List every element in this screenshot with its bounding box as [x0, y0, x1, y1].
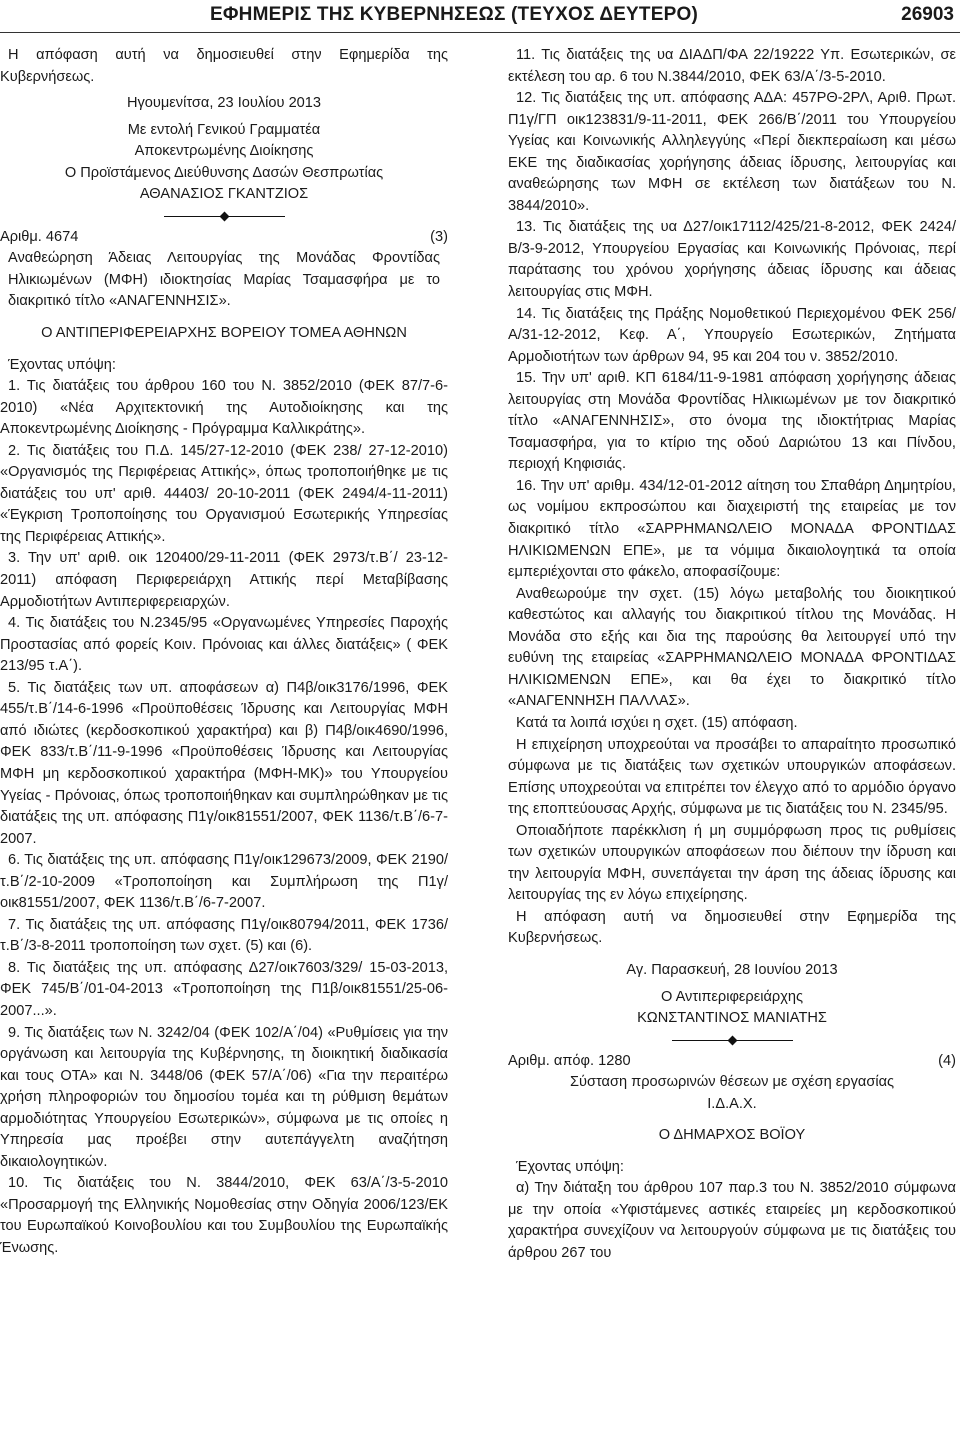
having-regard: Έχοντας υπόψη: [516, 1158, 624, 1175]
remainder-paragraph: Κατά τα λοιπά ισχύει η σχετ. (15) απόφαση. [516, 714, 798, 731]
decision-number: Αριθμ. 4674 [0, 228, 79, 245]
publication-order: Η απόφαση αυτή να δημοσιευθεί στην Εφημερίδα της Κυβερνήσεως. [0, 47, 448, 85]
decision-title: Σύσταση προσωρινών θέσεων με σχέση εργασίας Ι.Δ.Α.Χ. [569, 1074, 895, 1112]
right-column [508, 45, 956, 1265]
having-regard: Έχοντας υπόψη: [8, 356, 116, 373]
signature-role: Ο Αντιπεριφερειάρχης [660, 988, 804, 1005]
signature-place-date: Ηγουμενίτσα, 23 Ιουλίου 2013 [126, 95, 322, 112]
diamond-icon [219, 211, 229, 221]
gazette-title: ΕΦΗΜΕΡΙΣ ΤΗΣ ΚΥΒΕΡΝΗΣΕΩΣ (ΤΕΥΧΟΣ ΔΕΥΤΕΡΟ) [210, 4, 698, 25]
decision-index: (4) [938, 1052, 956, 1069]
list-item: 12. Τις διατάξεις της υπ. απόφασης ΑΔΑ: 457ΡΘ-2ΡΛ, Αριθ. Πρωτ. Π1γ/ΓΠ οικ123831/9-11-2011, ΦΕΚ 266/Β΄/2011 του Υπουργείου Υγείας και Κοινωνικής Αλληλεγγύης «Περί διεκπεραίωση και μέσω ΕΚΕ της διαδικασίας χορήγησης άδειας ίδρυσης, λειτουργίας και αναθεώρησης των ΜΦΗ σε εκτέλεση των διατάξεων του Ν. 3844/2010». [508, 90, 956, 214]
list-item: 3. Την υπ' αριθ. οικ 120400/29-11-2011 (ΦΕΚ 2973/τ.Β΄/ 23-12-2011) απόφαση Περιφερειάρχη Αττικής περί Μεταβίβασης Αρμοδιοτήτων Αντιπεριφερειαρχών. [0, 550, 448, 610]
page-header [0, 0, 960, 30]
list-item: 6. Τις διατάξεις της υπ. απόφασης Π1γ/οικ129673/2009, ΦΕΚ 2190/τ.Β΄/2-10-2009 «Τροποποίηση και Συμπλήρωση της Π1γ/οικ81551/2007, ΦΕΚ 1136/τ.Β΄/6-7-2007. [0, 852, 448, 912]
list-item: 15. Την υπ' αριθ. ΚΠ 6184/11-9-1981 απόφαση χορήγησης άδειας λειτουργίας στη Μονάδα Φροντίδας Ηλικιωμένων με τον διακριτικό τίτλο «ΑΝΑΓΕΝΝΗΣΙΣ», στο όνομα της ιδιοκτήτριας Μαρίας Τσαμασφήρα, για το κτίριο της οδού Δαριώτου 13 και Πίνδου, περιοχή Κηφισιάς. [508, 370, 956, 473]
list-item: 10. Τις διατάξεις του Ν. 3844/2010, ΦΕΚ 63/Α΄/3-5-2010 «Προσαρμογή της Ελληνικής Νομοθεσίας στην Οδηγία 2006/123/ΕΚ του Ευρωπαϊκού Κοινοβουλίου και του Συμβουλίου της Ευρωπαϊκής Ένωσης. [0, 1175, 448, 1256]
list-item: α) Την διάταξη του άρθρου 107 παρ.3 του Ν. 3852/2010 σύμφωνα με την οποία «Υφιστάμενες αστικές εταιρείες μη κερδοσκοπικού χαρακτήρα συνεχίζουν να λειτουργούν σύμφωνα με τις διατάξεις του άρθρου 267 του [508, 1180, 956, 1261]
list-item: 8. Τις διατάξεις της υπ. απόφασης Δ27/οικ7603/329/ 15-03-2013, ΦΕΚ 745/Β΄/01-04-2013 «Τροποποίηση της Π1β/οικ81551/25-06-2007...». [0, 959, 448, 1019]
signature-line-1: Με εντολή Γενικού Γραμματέα [127, 121, 321, 138]
decision-number: Αριθμ. απόφ. 1280 [508, 1052, 631, 1069]
decision-index: (3) [430, 228, 448, 245]
decision-title: Αναθεώρηση Άδειας Λειτουργίας της Μονάδας Φροντίδας Ηλικιωμένων (ΜΦΗ) ιδιοκτησίας Μαρίας Τσαμασφήρα με το διακριτικό τίτλο «ΑΝΑΓΕΝΝΗΣΙΣ». [8, 250, 440, 310]
decision-header [0, 227, 448, 249]
list-item: 5. Τις διατάξεις των υπ. αποφάσεων α) Π4β/οικ3176/1996, ΦΕΚ 455/τ.Β΄/14-6-1996 «Προϋποθέσεις Ίδρυσης και Λειτουργίας ΜΦΗ από ιδιώτες (κερδοσκοπικού χαρακτήρα) και β) Π4β/οικ4690/1996, ΦΕΚ 833/τ.Β΄/11-9-1996 «Προϋποθέσεις Ίδρυσης και Λειτουργίας ΜΦΗ μη κερδοσκοπικού χαρακτήρα (ΜΦΗ-ΜΚ)» του Υπουργείου Υγείας - Πρόνοιας, όπως τροποποιήθηκαν και συμπληρώθηκαν με τις διατάξεις της υπ. απόφασης Π1γ/οικ81551/2007, ΦΕΚ 1136/τ.Β΄/6-7-2007. [0, 679, 448, 847]
section-separator [508, 1030, 956, 1051]
header-rule [0, 32, 960, 33]
diamond-icon [727, 1035, 737, 1045]
decision-header [508, 1051, 956, 1073]
obligation-paragraph: Η επιχείρηση υποχρεούται να προσάβει το απαραίτητο προσωπικό σύμφωνα με τις διατάξεις των σχετικών υπουργικών αποφάσεων. Επίσης υποχρεούται να επιτρέπει τον έλεγχο από το αρμόδιο όργανο της εποπτεύουσας Αρχής, σύμφωνα με τις διατάξεις του Ν. 2345/95. [508, 736, 956, 818]
review-paragraph: Αναθεωρούμε την σχετ. (15) λόγω μεταβολής του διοικητικού καθεστώτος και αλλαγής του διακριτικού τίτλου της Μονάδας. Η Μονάδα στο εξής και δια της παρούσης θα λειτουργεί υπό την ευθύνη της εταιρείας «ΣΑΡΡΗΜΑΝΩΛΕΙΟ ΜΟΝΑΔΑ ΦΡΟΝΤΙΔΑΣ ΗΛΙΚΙΩΜΕΝΩΝ ΕΠΕ», και θα έχει το διακριτικό τίτλο «ΑΝΑΓΕΝΝΗΣΗ ΠΑΛΛΑΣ». [508, 585, 956, 710]
list-item: 14. Τις διατάξεις της Πράξης Νομοθετικού Περιεχομένου ΦΕΚ 256/Α/31-12-2012, Κεφ. Α΄, Υπουργείο Εσωτερικών, Ζητήματα Αρμοδιοτήτων των άρθρων 94, 95 και 204 του ν. 3852/2010. [508, 305, 956, 365]
signatory-name: ΚΩΝΣΤΑΝΤΙΝΟΣ ΜΑΝΙΑΤΗΣ [637, 1010, 827, 1027]
page-number: 26903 [901, 4, 954, 25]
left-column [0, 45, 448, 1260]
list-item: 11. Τις διατάξεις της υα ΔΙΑΔΠ/ΦΑ 22/19222 Υπ. Εσωτερικών, σε εκτέλεση του αρ. 6 του Ν.3844/2010, ΦΕΚ 63/Α΄/3-5-2010. [508, 47, 956, 85]
list-item: 13. Τις διατάξεις της υα Δ27/οικ17112/425/21-8-2012, ΦΕΚ 2424/Β/3-9-2012, Υπουργείου Εργασίας και Κοινωνικής Πρόνοιας, περί παράτασης του χρόνου χορήγησης άδειας ίδρυσης και άδειας λειτουργίας στις ΜΦΗ. [508, 219, 956, 301]
issuing-authority: Ο ΑΝΤΙΠΕΡΙΦΕΡΕΙΑΡΧΗΣ ΒΟΡΕΙΟΥ ΤΟΜΕΑ ΑΘΗΝΩΝ [41, 325, 407, 342]
signature-place-date: Αγ. Παρασκευή, 28 Ιουνίου 2013 [626, 961, 838, 978]
list-item: 4. Τις διατάξεις του Ν.2345/95 «Οργανωμένες Υπηρεσίες Παροχής Προστασίας από φορείς Κοιν. Πρόνοιας και άλλες διατάξεις» ( ΦΕΚ 213/95 τ.Α΄). [0, 615, 448, 675]
list-item: 1. Τις διατάξεις του άρθρου 160 του Ν. 3852/2010 (ΦΕΚ 87/7-6-2010) «Νέα Αρχιτεκτονική της Αυτοδιοίκησης και της Αποκεντρωμένης Διοίκησης - Πρόγραμμα Καλλικράτης». [0, 378, 448, 438]
list-item: 7. Τις διατάξεις της υπ. απόφασης Π1γ/οικ80794/2011, ΦΕΚ 1736/τ.Β΄/3-8-2011 τροποποίηση των σχετ. (5) και (6). [0, 916, 448, 955]
signatory-name: ΑΘΑΝΑΣΙΟΣ ΓΚΑΝΤΖΙΟΣ [139, 186, 309, 203]
list-item: 9. Τις διατάξεις των Ν. 3242/04 (ΦΕΚ 102/Α΄/04) «Ρυθμίσεις για την οργάνωση και λειτουργία της Κυβέρνησης, τη διοικητική διαδικασία και τους ΟΤΑ» και Ν. 3448/06 (ΦΕΚ 57/Α΄/06) «Για την περαιτέρω χρήση πληροφοριών του δημοσίου τομέα και τη ρύθμιση θεμάτων αρμοδιότητας Υπουργείου Εσωτερικών», σύμφωνα με τις οποίες η Υπηρεσία μας προέβει στην αυτεπάγγελτη αναζήτηση δικαιολογητικών. [0, 1024, 448, 1170]
signature-line-2: Αποκεντρωμένης Διοίκησης [134, 143, 314, 160]
issuing-authority: Ο ΔΗΜΑΡΧΟΣ ΒΟΪΟΥ [658, 1127, 806, 1144]
publication-order: Η απόφαση αυτή να δημοσιευθεί στην Εφημερίδα της Κυβερνήσεως. [508, 908, 956, 947]
list-item: 16. Την υπ' αριθμ. 434/12-01-2012 αίτηση του Σπαθάρη Δημητρίου, ως νομίμου εκπροσώπου και διαχειριστή της εταιρείας με τον διακριτικό τίτλο «ΣΑΡΡΗΜΑΝΩΛΕΙΟ ΜΟΝΑΔΑ ΦΡΟΝΤΙΔΑΣ ΗΛΙΚΙΩΜΕΝΩΝ ΕΠΕ», με τα νόμιμα δικαιολογητικά τα οποία εμπεριέχονται στο φάκελο, αποφασίζουμε: [508, 477, 956, 581]
signature-line-3: Ο Προϊστάμενος Διεύθυνσης Δασών Θεσπρωτίας [64, 164, 384, 181]
breach-paragraph: Οποιαδήποτε παρέκκλιση ή μη συμμόρφωση προς τις ρυθμίσεις των σχετικών υπουργικών αποφάσεων που διέπουν την ίδρυση και την λειτουργία ΜΦΗ, συνεπάγεται την άρση της άδειας ίδρυσης και λειτουργίας της εν λόγω επιχείρησης. [508, 822, 956, 904]
list-item: 2. Τις διατάξεις του Π.Δ. 145/27-12-2010 (ΦΕΚ 238/ 27-12-2010) «Οργανισμός της Περιφέρειας Αττικής», όπως τροποποιήθηκε με τις διατάξεις του υπ' αριθ. 44403/ 20-10-2011 (ΦΕΚ 2494/4-11-2011) «Έγκριση Τροποποίησης του Οργανισμού Εσωτερικής Υπηρεσίας της Περιφέρειας Αττικής». [0, 442, 448, 545]
section-separator [0, 206, 448, 227]
